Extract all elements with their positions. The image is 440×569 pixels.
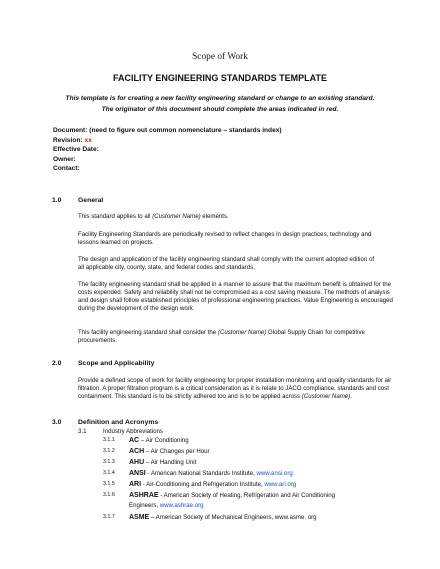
abbreviation-description: - American National Standards Institute,	[145, 470, 257, 477]
abbreviation-code: ANSI	[129, 470, 146, 477]
section-number-scope: 2.0	[52, 360, 62, 367]
revision-label: Revision:	[53, 136, 83, 144]
abbreviation-number: 3.1.6	[103, 492, 115, 498]
abbreviation-code: ASHRAE	[129, 492, 159, 499]
abbreviation-number: 3.1.5	[103, 481, 115, 487]
subsection-number: 3.1	[78, 428, 87, 435]
contact-field: Contact:	[53, 165, 80, 173]
section-title-scope: Scope and Applicability	[78, 360, 155, 367]
paragraph-text: The design and application of the facility engineering standard shall comply with the current adopted edition of all applicable city, county, state, and federal codes and standards.	[78, 256, 375, 271]
general-paragraph-5	[78, 329, 396, 345]
abbreviation-description: – American Society of Mechanical Engineers, www.asme. org	[149, 514, 317, 521]
intro-line-2: The originator of this document should complete the areas indicated in red.	[101, 106, 339, 113]
text-run: This standard applies to all	[78, 213, 153, 220]
text-run: elements.	[200, 213, 229, 220]
abbreviation-description: - Air-Conditioning and Refrigeration Institute,	[141, 481, 265, 488]
abbreviation-description-continued: Engineers,	[129, 502, 160, 509]
customer-name-placeholder: (Customer Name)	[217, 329, 267, 336]
abbreviation-number: 3.1.7	[103, 514, 115, 520]
text-run: Provide a defined scope of work for facility engineering for proper installation monitoring and quality standards for air filtration. A proper filtration program is a critical consideration as it is relate to JACO compliance, standards and cost containment. This standard is to be strictly adhered too and is to be applied across	[78, 377, 392, 400]
scope-paragraph	[78, 377, 396, 401]
text-run: Global Supply Chain for competitive procurements.	[78, 329, 365, 344]
subsection-title: Industry Abbreviations	[103, 428, 163, 435]
document-field: Document: (need to figure out common nomenclature – standards index)	[53, 127, 282, 134]
ansi-link[interactable]: www.ansi.org	[256, 470, 293, 477]
general-paragraph-4	[78, 281, 396, 313]
effective-date-field: Effective Date:	[53, 146, 99, 154]
section-number-general: 1.0	[52, 197, 62, 204]
general-paragraph-3	[78, 256, 378, 272]
abbreviation-description: – Air Conditioning	[139, 437, 189, 444]
text-run: This facility engineering standard shall consider the	[78, 329, 218, 336]
customer-name-placeholder: (Customer Name)	[152, 213, 201, 220]
general-paragraph-1	[78, 213, 396, 221]
abbreviation-description: - American Society of Heating, Refrigeration and Air Conditioning	[158, 492, 336, 499]
paragraph-text: The facility engineering standard shall be applied in a manner to assure that the maximum benefit is obtained for the costs expended. Safety and reliability shall not be compromised as a cost saving measure. The methods of analysis and design shall follow established principles of professional engineering practices. Value Engineering is encouraged during the development of the design work.	[78, 281, 393, 312]
abbreviation-code: AC	[129, 437, 140, 444]
abbreviation-number: 3.1.1	[103, 437, 115, 443]
ari-link[interactable]: www.ari.org	[264, 481, 297, 488]
abbreviation-description: – Air Changes per Hour	[144, 448, 210, 455]
section-title-definitions: Definition and Acronyms	[78, 419, 159, 426]
abbreviation-number: 3.1.3	[103, 459, 115, 465]
abbreviation-description: – Air Handling Unit	[144, 459, 197, 466]
general-paragraph-2	[78, 231, 378, 247]
paragraph-text: Facility Engineering Standards are periodically revised to reflect changes in design practices, technology and lessons learned on projects.	[78, 231, 372, 246]
section-number-definitions: 3.0	[52, 419, 62, 426]
revision-field	[53, 136, 282, 146]
document-meta	[53, 126, 282, 174]
abbreviation-number: 3.1.4	[103, 470, 115, 476]
page-title: Scope of Work	[192, 52, 248, 62]
abbreviation-number: 3.1.2	[103, 448, 115, 454]
abbreviation-code: ASME	[129, 514, 150, 521]
abbreviation-code: ARI	[129, 481, 142, 488]
abbreviation-code: AHU	[129, 459, 145, 466]
ashrae-link[interactable]: www.ashrae.org	[159, 502, 204, 509]
section-title-general: General	[78, 197, 104, 204]
revision-value: xx	[84, 136, 92, 144]
customer-name-placeholder: (Customer Name)	[301, 392, 351, 400]
intro-line-1: This template is for creating a new facility engineering standard or change to an existing standard.	[65, 95, 375, 102]
text-run: .	[350, 392, 352, 400]
owner-field: Owner:	[53, 155, 76, 163]
template-heading: FACILITY ENGINEERING STANDARDS TEMPLATE	[112, 73, 327, 83]
abbreviation-code: ACH	[129, 448, 145, 455]
